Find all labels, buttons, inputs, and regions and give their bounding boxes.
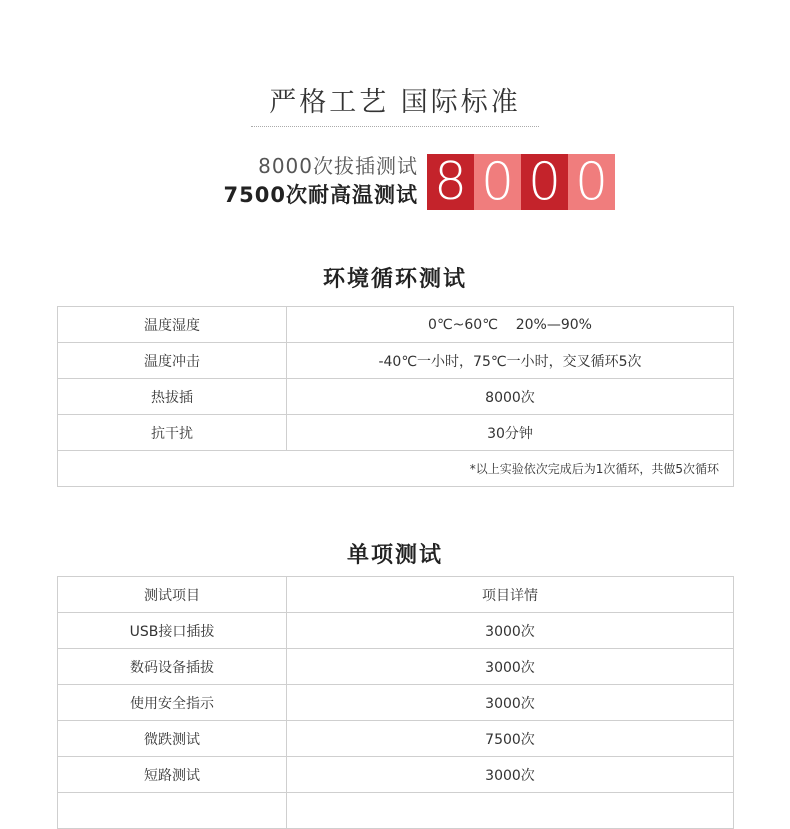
- row-value: 8000次: [287, 379, 734, 415]
- row-label: 温度冲击: [58, 343, 287, 379]
- digit-box: 8: [427, 154, 474, 210]
- row-label: 数码设备插拔: [58, 649, 287, 685]
- row-value: 3000次: [287, 685, 734, 721]
- cycle-test-table: [57, 306, 734, 487]
- single-test-table: [57, 576, 734, 829]
- row-label: 热拔插: [58, 379, 287, 415]
- row-value: 3000次: [287, 613, 734, 649]
- single-test-title: 单项测试: [346, 543, 443, 568]
- row-label: USB接口插拔: [58, 613, 287, 649]
- table-row: [58, 415, 734, 451]
- row-value: 30分钟: [287, 415, 734, 451]
- promo-line-heat-test: 7500次耐高温测试: [223, 183, 418, 207]
- digit-box: 0: [568, 154, 615, 210]
- digit-counter: [427, 154, 615, 210]
- row-value: 0℃~60℃ 20%—90%: [287, 307, 734, 343]
- promo-line-plug-test: 8000次拔插测试: [258, 154, 418, 178]
- digit-box: 0: [521, 154, 568, 210]
- row-label: 微跌测试: [58, 721, 287, 757]
- row-label: 使用安全指示: [58, 685, 287, 721]
- row-value: [287, 793, 734, 829]
- digit-box: 0: [474, 154, 521, 210]
- table-row: [58, 793, 734, 829]
- cycle-test-title: 环境循环测试: [322, 267, 467, 292]
- headline-divider: [251, 126, 539, 127]
- table-row: [58, 379, 734, 415]
- row-value: -40℃一小时，75℃一小时，交叉循环5次: [287, 343, 734, 379]
- row-label: 抗干扰: [58, 415, 287, 451]
- table-row: [58, 613, 734, 649]
- row-label: [58, 793, 287, 829]
- table-note-row: [58, 451, 734, 487]
- row-value: 7500次: [287, 721, 734, 757]
- header-item-detail: 项目详情: [287, 577, 734, 613]
- table-row: [58, 721, 734, 757]
- table-row: [58, 343, 734, 379]
- table-header-row: [58, 577, 734, 613]
- table-row: [58, 649, 734, 685]
- cycle-note: *以上实验依次完成后为1次循环，共做5次循环: [58, 451, 734, 487]
- header-test-item: 测试项目: [58, 577, 287, 613]
- row-value: 3000次: [287, 649, 734, 685]
- row-label: 短路测试: [58, 757, 287, 793]
- promo-text: [150, 152, 418, 209]
- page-headline: 严格工艺 国际标准: [269, 87, 521, 118]
- row-value: 3000次: [287, 757, 734, 793]
- row-label: 温度湿度: [58, 307, 287, 343]
- table-row: [58, 685, 734, 721]
- table-row: [58, 757, 734, 793]
- table-row: [58, 307, 734, 343]
